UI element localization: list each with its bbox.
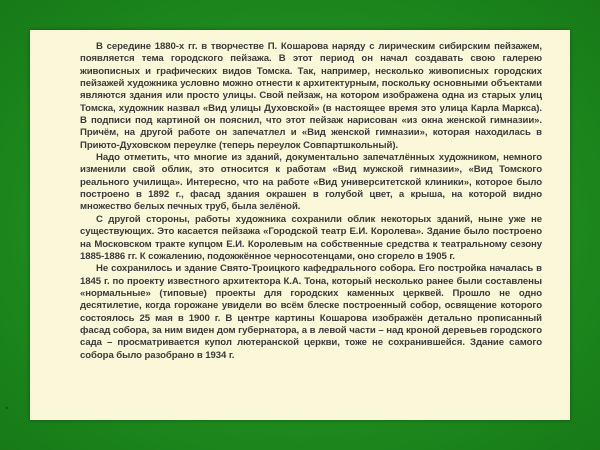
paragraph-3: С другой стороны, работы художника сохранили облик некоторых зданий, ныне уже не существующих. Это касается пейзажа «Городской театр Е.И. Королева». Здание было построено на Московском тракте купцом Е.И. Королевым на собственные средства к театральному сезону 1885-1886 гг. К сожалению, подожжённое черносотенцами, оно сгорело в 1905 г. xyxy=(80,213,542,262)
text-panel xyxy=(30,30,570,420)
paragraph-1: В середине 1880-х гг. в творчестве П. Кошарова наряду с лирическим сибирским пейзажем, появляется тема городского пейзажа. В этот период он начал создавать свою галерею живописных и графических видов Томска. Так, например, несколько живописных городских пейзажей художника условно можно отнести к архитектурным, поскольку основными объектами являются здания или просто улицы. Свой пейзаж, на котором изображена одна из старых улиц Томска, художник назвал «Вид улицы Духовской» (в настоящее время это улица Карла Маркса). В подписи под картиной он пояснил, что этот пейзаж нарисован «из окна женской гимназии». Причём, на другой работе он запечатлел и «Вид женской гимназии», которая находилась в Приюто-Духовском переулке (теперь переулок Совпартшкольный). xyxy=(80,41,542,151)
decorative-dot xyxy=(6,407,8,409)
paragraph-2: Надо отметить, что многие из зданий, документально запечатлённых художником, немного изменили свой облик, это относится к работам «Вид мужской гимназии», «Вид Томского реального училища». Интересно, что на работе «Вид университетской клиники», которое было построено в 1892 г., фасад здания окрашен в голубой цвет, а крыша, на которой видно множество белых печных труб, была зелёной. xyxy=(80,152,542,213)
paragraph-4: Не сохранилось и здание Свято-Троицкого кафедрального собора. Его постройка началась в 1845 г. по проекту известного архитектора К.А. Тона, который несколько ранее были составлены «нормальные» (типовые) проекты для городских каменных церквей. Прошло не одно десятилетие, когда горожане увидели во всём блеске построенный собор, освящение которого состоялось 25 мая в 1900 г. В центре картины Кошарова изображён детально прописанный фасад собора, за ним виден дом губернатора, а в левой части – над кроной деревьев городского сада – просматривается купол лютеранской церкви, тоже не сохранившейся. Здание самого собора было разобрано в 1934 г. xyxy=(80,263,542,361)
